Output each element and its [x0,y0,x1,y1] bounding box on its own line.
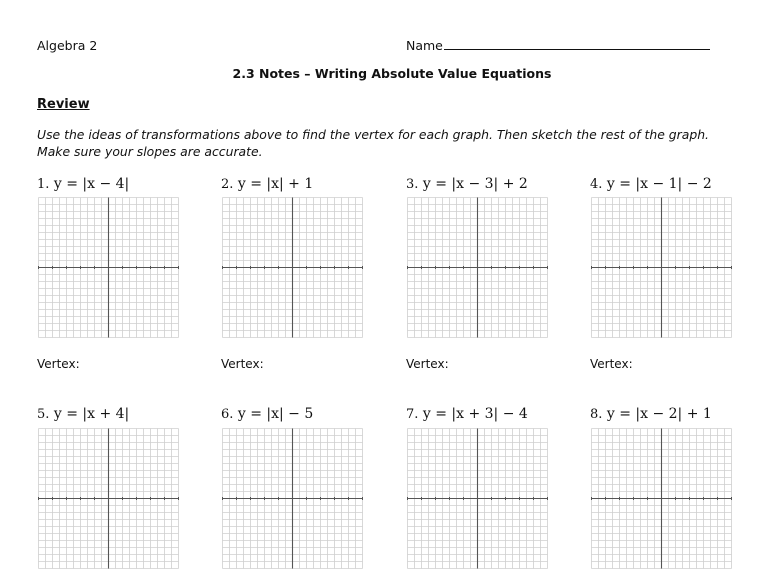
problem-8 [590,406,712,422]
problem-6 [221,406,313,422]
page-title: 2.3 Notes – Writing Absolute Value Equations [232,66,552,81]
coordinate-grid-7[interactable] [406,427,549,570]
problem-equation: y = |x| + 1 [237,176,314,192]
instructions: Use the ideas of transformations above to find the vertex for each graph. Then sketch the rest of the graph. Make sure your slopes are accurate. [37,127,709,159]
problem-number: 2. [221,177,234,192]
problem-number: 7. [406,407,419,422]
problem-number: 4. [590,177,603,192]
problem-equation: y = |x − 3| + 2 [422,176,528,192]
vertex-label-2: Vertex: [221,357,264,371]
problem-number: 1. [37,177,50,192]
name-line[interactable] [444,38,710,50]
problem-equation: y = |x + 3| − 4 [422,406,528,422]
problem-number: 5. [37,407,50,422]
problem-equation: y = |x + 4| [53,406,130,422]
course-label: Algebra 2 [37,38,98,53]
coordinate-grid-4[interactable] [590,196,733,339]
name-label: Name [406,38,443,53]
problem-2 [221,176,313,192]
coordinate-grid-3[interactable] [406,196,549,339]
problem-5 [37,406,129,422]
problem-7 [406,406,528,422]
problem-3 [406,176,528,192]
section-heading: Review [37,97,90,112]
problem-equation: y = |x| − 5 [237,406,314,422]
problem-number: 6. [221,407,234,422]
coordinate-grid-6[interactable] [221,427,364,570]
name-field[interactable] [406,38,710,53]
problem-number: 8. [590,407,603,422]
problem-4 [590,176,712,192]
problem-number: 3. [406,177,419,192]
vertex-label-4: Vertex: [590,357,633,371]
coordinate-grid-8[interactable] [590,427,733,570]
vertex-label-3: Vertex: [406,357,449,371]
problem-equation: y = |x − 1| − 2 [606,176,712,192]
vertex-label-1: Vertex: [37,357,80,371]
coordinate-grid-1[interactable] [37,196,180,339]
coordinate-grid-5[interactable] [37,427,180,570]
problem-equation: y = |x − 2| + 1 [606,406,712,422]
problem-equation: y = |x − 4| [53,176,130,192]
problem-1 [37,176,129,192]
coordinate-grid-2[interactable] [221,196,364,339]
